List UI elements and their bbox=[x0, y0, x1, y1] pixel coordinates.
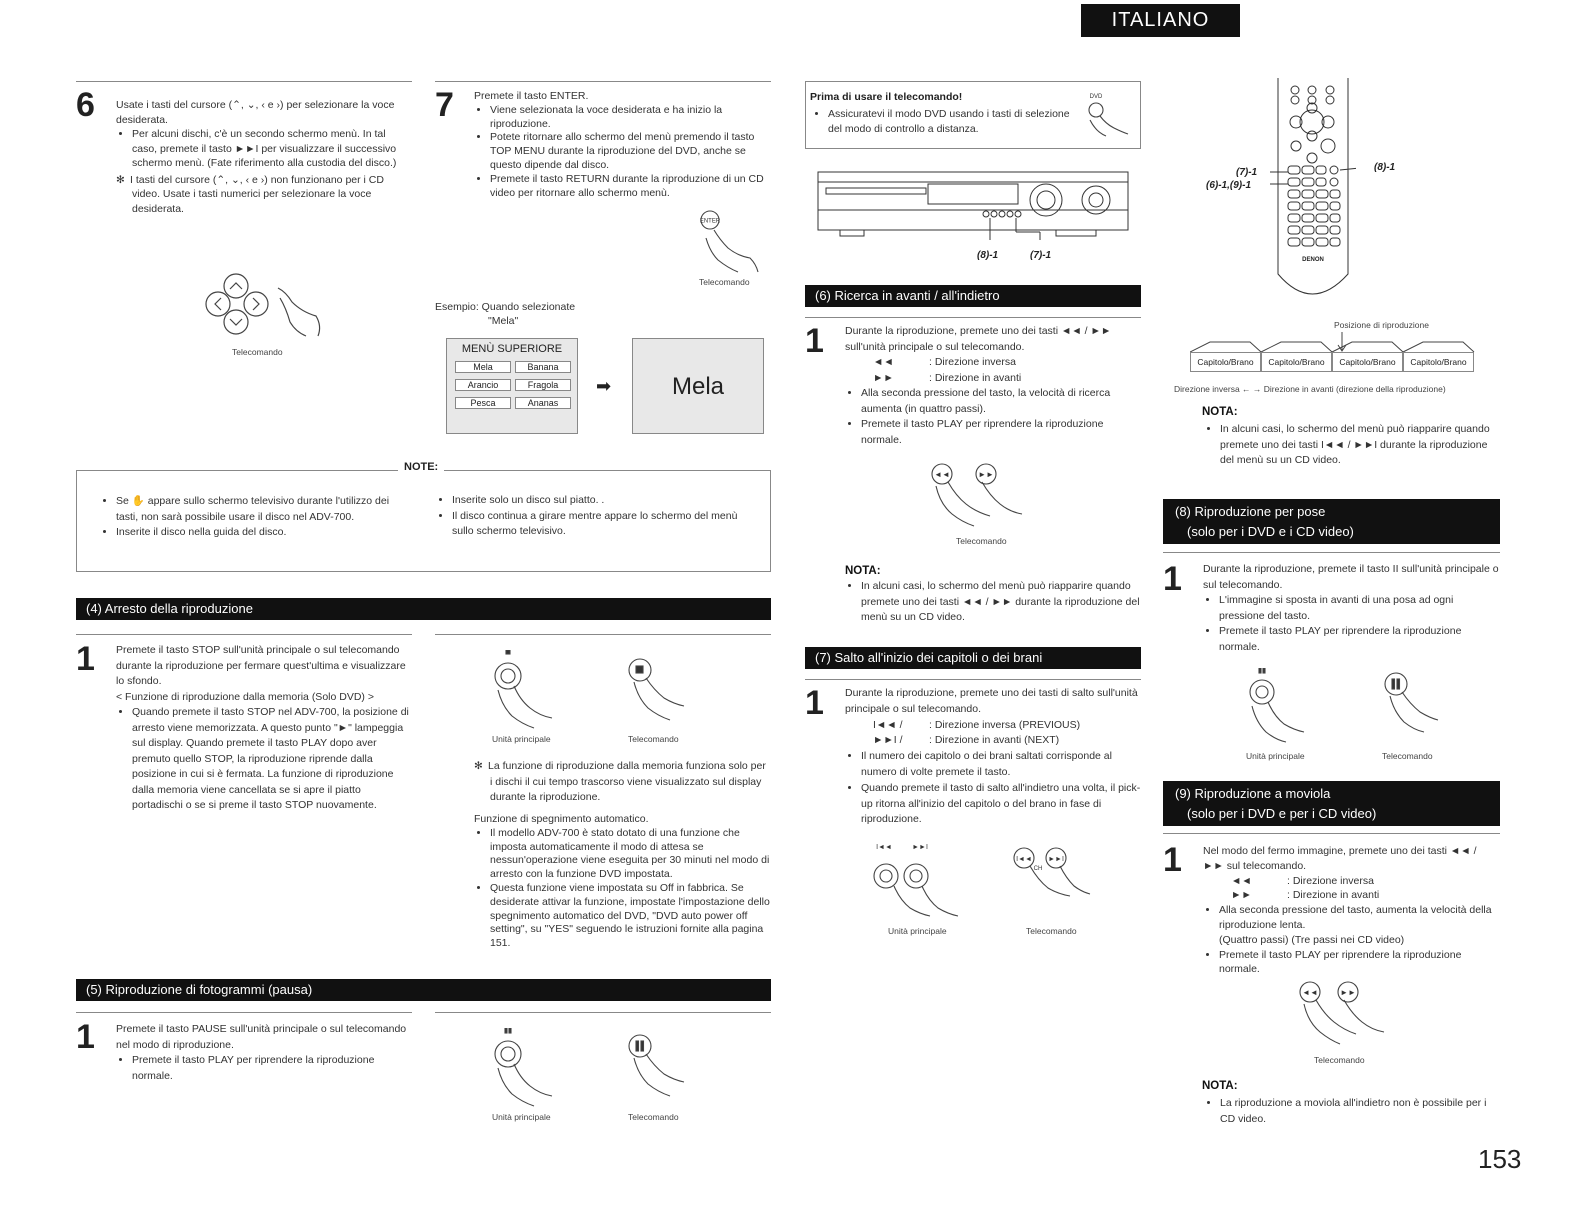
section-header-line1: (9) Riproduzione a moviola bbox=[1175, 786, 1331, 801]
slow-buttons-illustration bbox=[1294, 980, 1404, 1052]
key-label: ◄◄ bbox=[1231, 874, 1252, 887]
sec9-nota bbox=[1204, 1096, 1500, 1127]
section-header-line2: (solo per i DVD e i CD video) bbox=[1187, 524, 1354, 539]
sec7-text bbox=[845, 686, 1141, 828]
note-left bbox=[100, 494, 412, 541]
sec4-intro: Premete il tasto STOP sull'unità principale o sul telecomando durante la riproduzione per fermare quest'ultima e visualizzare lo sfondo. bbox=[116, 644, 406, 687]
section-header: (4) Arresto della riproduzione bbox=[76, 598, 771, 620]
enter-label: ENTER bbox=[699, 218, 721, 225]
sec8-bullet: • Premete il tasto PLAY per riprendere la riproduzione normale. bbox=[1219, 624, 1500, 655]
dvd-label: DVD bbox=[1089, 94, 1103, 100]
note-title: NOTE: bbox=[398, 461, 444, 473]
step-number: 7 bbox=[435, 86, 454, 124]
caption-main-unit: Unità principale bbox=[1246, 751, 1305, 761]
step-number: 1 bbox=[76, 1018, 95, 1056]
sec8-intro: Durante la riproduzione, premete il tasto II sull'unità principale o sul telecomando. bbox=[1203, 563, 1499, 591]
step6-text: Usate i tasti del cursore (⌃, ⌄, ‹ e ›) per selezionare la voce desiderata. • Per alcuni dischi, c'è un secondo schermo menù. In tal caso, premete il tasto ►►I per visualizzare il successivo schermo menù. (Fate riferimento alla custodia del disco.) ✻ I tasti del cursore (⌃, ⌄, ‹ e ›) non funzionano per i CD video. Usate i tasti numerici per selezionare la voce desiderata. bbox=[116, 98, 412, 216]
nota-title: NOTA: bbox=[845, 565, 881, 577]
ch-label: CH bbox=[1033, 866, 1043, 872]
key-desc: : Direzione inversa (PREVIOUS) bbox=[929, 718, 1081, 731]
sec4-bullet: • Quando premete il tasto STOP nel ADV-700, la posizione di arresto viene memorizzata. A questo punto "►" lampeggia sul display. Quando premete il tasto PLAY dopo aver premuto quello STOP, la riproduzione riprende dalla posizione in cui si è fermata. La funzione di riproduzione dalla memoria viene cancellata se si apre il piatto portadischi o se si preme il tasto STOP nuovamente. bbox=[132, 705, 412, 814]
example-line2: "Mela" bbox=[488, 315, 519, 327]
caption-remote: Telecomando bbox=[1026, 926, 1077, 936]
note-item: • Se ✋ appare sullo schermo televisivo durante l'utilizzo dei tasti, non sarà possibile usare il disco nel ADV-700. bbox=[116, 494, 412, 525]
note-item: • Inserite solo un disco sul piatto. . bbox=[452, 493, 760, 509]
step6-bullet: • Per alcuni dischi, c'è un secondo schermo menù. In tal caso, premete il tasto ►►I per visualizzare il successivo schermo menù. (Fate riferimento alla custodia del disco.) bbox=[132, 127, 412, 171]
svg-text:I◄◄: I◄◄ bbox=[876, 844, 892, 851]
svg-text:◄◄: ◄◄ bbox=[1302, 988, 1318, 997]
step6-caption: Telecomando bbox=[232, 347, 283, 357]
sec8-text bbox=[1203, 562, 1500, 655]
sec6-intro: Durante la riproduzione, premete uno dei tasti ◄◄ / ►► sull'unità principale o sul telecomando. bbox=[845, 325, 1112, 353]
sec9-caption: Telecomando bbox=[1314, 1055, 1365, 1065]
callout-label: (7)-1 bbox=[1030, 250, 1052, 261]
example-line1: Esempio: Quando selezionate bbox=[435, 301, 576, 313]
before-remote-bullet: • Assicuratevi il modo DVD usando i tasti di selezione del modo di controllo a distanza. bbox=[828, 107, 1070, 136]
sec6-caption: Telecomando bbox=[956, 536, 1007, 546]
step-number: 6 bbox=[76, 86, 95, 124]
svg-text:►►I: ►►I bbox=[1048, 856, 1064, 863]
direction-caption: Direzione inversa ← → Direzione in avanti (direzione della riproduzione) bbox=[1174, 384, 1446, 394]
sec6-nota bbox=[845, 579, 1141, 626]
key-desc: : Direzione in avanti (NEXT) bbox=[929, 734, 1060, 747]
step-number: 1 bbox=[76, 640, 95, 678]
section-header bbox=[1163, 499, 1500, 544]
sec4-star: ✻ La funzione di riproduzione dalla memoria funziona solo per i dischi il cui tempo trascorso viene visualizzato sul display durante la riproduzione. bbox=[474, 760, 766, 803]
divider bbox=[76, 1012, 412, 1013]
top-menu-screen bbox=[446, 338, 578, 434]
player-front-panel bbox=[816, 170, 1132, 240]
svg-text:►►: ►► bbox=[1340, 988, 1356, 997]
svg-text:►►I: ►►I bbox=[912, 844, 928, 851]
nota-item: • La riproduzione a moviola all'indietro non è possibile per i CD video. bbox=[1220, 1096, 1500, 1127]
key-label: ►►I / bbox=[873, 734, 903, 747]
key-desc: : Direzione inversa bbox=[929, 356, 1016, 368]
key-label: ►► bbox=[873, 371, 894, 384]
menu-item: Banana bbox=[515, 361, 571, 373]
before-remote-text bbox=[812, 107, 1070, 136]
chapter-cell: Capitolo/Brano bbox=[1190, 352, 1261, 372]
note-right bbox=[436, 493, 760, 540]
pause-step-illustration bbox=[1240, 668, 1460, 748]
step7-caption: Telecomando bbox=[699, 277, 750, 287]
remote-control-illustration bbox=[1270, 78, 1356, 302]
callout-label: (7)-1 bbox=[1236, 167, 1258, 178]
step7-bullet: • Premete il tasto RETURN durante la riproduzione di un CD video per ritornare allo schermo menù. bbox=[490, 173, 771, 201]
sec7-bullet: • Il numero dei capitolo o dei brani saltati corrisponde al numero di volte premete il tasto. bbox=[861, 749, 1141, 781]
step7-bullet: • Potete ritornare allo schermo del menù premendo il tasto TOP MENU durante la riproduzione del DVD, anche se questo dipende dal disco. bbox=[490, 131, 771, 172]
sec4-auto-off bbox=[474, 813, 771, 951]
caption-remote: Telecomando bbox=[628, 734, 679, 744]
step6-intro: Usate i tasti del cursore (⌃, ⌄, ‹ e ›) per selezionare la voce desiderata. bbox=[116, 99, 395, 126]
note-item: • Inserite il disco nella guida del disco. bbox=[116, 525, 412, 541]
sec8-bullet: • L'immagine si sposta in avanti di una posa ad ogni pressione del tasto. bbox=[1219, 593, 1500, 624]
key-desc: : Direzione in avanti bbox=[929, 371, 1022, 384]
menu-item: Ananas bbox=[515, 397, 571, 409]
sec9-bullet: Alla seconda pressione del tasto, aumenta la velocità della riproduzione lenta. bbox=[1219, 904, 1492, 931]
divider bbox=[435, 634, 771, 635]
menu-title: MENÙ SUPERIORE bbox=[461, 343, 563, 355]
remote-brand: DENON bbox=[1302, 257, 1324, 263]
section-header: (5) Riproduzione di fotogrammi (pausa) bbox=[76, 979, 771, 1001]
caption-remote: Telecomando bbox=[1382, 751, 1433, 761]
menu-item: Pesca bbox=[455, 397, 511, 409]
divider bbox=[76, 81, 412, 82]
section-header-line1: (8) Riproduzione per pose bbox=[1175, 504, 1326, 519]
nota-item: • In alcuni casi, lo schermo del menù può riapparire quando premete uno dei tasti I◄◄ / ►►I durante la riproduzione del menù su un CD video. bbox=[1220, 422, 1500, 469]
step-number: 1 bbox=[805, 684, 824, 722]
divider bbox=[805, 317, 1141, 318]
callout-label: (8)-1 bbox=[1374, 162, 1396, 173]
search-buttons-illustration bbox=[926, 462, 1036, 534]
sec9-bullet-extra: (Quattro passi) (Tre passi nei CD video) bbox=[1219, 933, 1405, 946]
divider bbox=[1163, 833, 1500, 834]
callout-label: (6)-1,(9)-1 bbox=[1206, 180, 1252, 191]
sec5-bullet: • Premete il tasto PLAY per riprendere la riproduzione normale. bbox=[132, 1053, 412, 1084]
sec4-star-note: La funzione di riproduzione dalla memoria funziona solo per i dischi il cui tempo trascorso viene visualizzato sul display durante la riproduzione. bbox=[488, 760, 766, 803]
sec5-intro: Premete il tasto PAUSE sull'unità principale o sul telecomando nel modo di riproduzione. bbox=[116, 1023, 407, 1051]
sec5-text bbox=[116, 1022, 412, 1084]
sec4-text bbox=[116, 643, 412, 814]
step7-bullet: • Viene selezionata la voce desiderata e ha inizio la riproduzione. bbox=[490, 104, 771, 132]
sec7-intro: Durante la riproduzione, premete uno dei tasti di salto sull'unità principale o sul telecomando. bbox=[845, 687, 1138, 715]
position-nota bbox=[1204, 422, 1500, 469]
skip-buttons-illustration bbox=[866, 840, 1106, 924]
divider bbox=[1163, 552, 1500, 553]
dvd-button-illustration bbox=[1082, 88, 1132, 138]
section-header-line2: (solo per i DVD e per i CD video) bbox=[1187, 806, 1377, 821]
svg-text:►►: ►► bbox=[978, 470, 994, 479]
page-number: 153 bbox=[1478, 1144, 1522, 1174]
result-screen: Mela bbox=[632, 338, 764, 434]
section-header: (7) Salto all'inizio dei capitoli o dei brani bbox=[805, 647, 1141, 669]
section-header: (6) Ricerca in avanti / all'indietro bbox=[805, 285, 1141, 307]
before-remote-title: Prima di usare il telecomando! bbox=[810, 91, 963, 103]
chapter-cell: Capitolo/Brano bbox=[1261, 352, 1332, 372]
auto-off-title: Funzione di spegnimento automatico. bbox=[474, 813, 649, 825]
step-number: 1 bbox=[805, 322, 824, 360]
menu-item: Fragola bbox=[515, 379, 571, 391]
sec7-bullet: • Quando premete il tasto di salto all'indietro una volta, il pick-up ritorna all'inizio del capitolo o del brano in fase di riproduzione. bbox=[861, 781, 1141, 828]
key-desc: : Direzione in avanti bbox=[1287, 889, 1380, 902]
callout-label: (8)-1 bbox=[977, 250, 999, 261]
chapter-track-row bbox=[1190, 352, 1474, 372]
stop-button-illustration bbox=[484, 650, 714, 736]
enter-button-illustration bbox=[698, 208, 768, 274]
key-label: ►► bbox=[1231, 889, 1252, 902]
caption-main-unit: Unità principale bbox=[492, 734, 551, 744]
sec9-bullet: • Premete il tasto PLAY per riprendere la riproduzione normale. bbox=[1219, 948, 1500, 978]
sec6-bullet: • Premete il tasto PLAY per riprendere la riproduzione normale. bbox=[861, 417, 1141, 448]
nota-title: NOTA: bbox=[1202, 1080, 1238, 1092]
sec4-sub: < Funzione di riproduzione dalla memoria (Solo DVD) > bbox=[116, 690, 374, 703]
sec9-intro: Nel modo del fermo immagine, premete uno dei tasti ◄◄ / ►► sul telecomando. bbox=[1203, 845, 1477, 872]
cursor-keys-illustration bbox=[200, 268, 330, 348]
step6-star-note: I tasti del cursore (⌃, ⌄, ‹ e ›) non funzionano per i CD video. Usate i tasti numerici per selezionare la voce desiderata. bbox=[130, 173, 384, 215]
key-desc: : Direzione inversa bbox=[1287, 874, 1374, 887]
step7-text bbox=[474, 90, 771, 200]
chapter-cell: Capitolo/Brano bbox=[1332, 352, 1403, 372]
sec6-bullet: • Alla seconda pressione del tasto, la velocità di ricerca aumenta (in quattro passi). bbox=[861, 386, 1141, 417]
sec6-text bbox=[845, 324, 1141, 448]
divider bbox=[435, 81, 771, 82]
arrow-right-icon: ➡ bbox=[596, 376, 612, 396]
auto-off-bullet: • Questa funzione viene impostata su Off in fabbrica. Se desiderate attivar la funzione, impostate l'impostazione dello spegnimento automatico del DVD, "DVD auto power off setting", su "YES" seguendo le istruzioni fornite alla pagina 151. bbox=[490, 882, 771, 951]
nota-item: • In alcuni casi, lo schermo del menù può riapparire quando premete uno dei tasti ◄◄ / ►► durante la riproduzione del menù su un CD video. bbox=[861, 579, 1141, 626]
pause-button-illustration bbox=[484, 1028, 714, 1110]
caption-remote: Telecomando bbox=[628, 1112, 679, 1122]
step-number: 1 bbox=[1163, 841, 1182, 879]
menu-item: Mela bbox=[455, 361, 511, 373]
note-item: • Il disco continua a girare mentre appare lo schermo del menù sullo schermo televisivo. bbox=[452, 509, 760, 540]
caption-main-unit: Unità principale bbox=[492, 1112, 551, 1122]
key-label: ◄◄ bbox=[873, 356, 894, 368]
svg-text:I◄◄: I◄◄ bbox=[1016, 856, 1032, 863]
language-tag: ITALIANO bbox=[1081, 4, 1240, 37]
caption-main-unit: Unità principale bbox=[888, 926, 947, 936]
divider bbox=[435, 1012, 771, 1013]
step-number: 1 bbox=[1163, 560, 1182, 598]
divider bbox=[76, 634, 412, 635]
auto-off-bullet: • Il modello ADV-700 è stato dotato di una funzione che imposta automaticamente il modo di attesa se nessun'operazione viene eseguita per 30 minuti nel modo di arresto con la funzione DVD impostata. bbox=[490, 827, 771, 882]
divider bbox=[805, 679, 1141, 680]
sec9-text bbox=[1203, 844, 1500, 977]
key-label: I◄◄ / bbox=[873, 718, 903, 731]
chapter-cell: Capitolo/Brano bbox=[1403, 352, 1474, 372]
position-pointer bbox=[1190, 332, 1476, 354]
section-header bbox=[1163, 781, 1500, 826]
step7-intro: Premete il tasto ENTER. bbox=[474, 90, 589, 102]
menu-item: Arancio bbox=[455, 379, 511, 391]
position-caption: Posizione di riproduzione bbox=[1334, 320, 1429, 330]
nota-title: NOTA: bbox=[1202, 406, 1238, 418]
svg-text:◄◄: ◄◄ bbox=[934, 470, 950, 479]
